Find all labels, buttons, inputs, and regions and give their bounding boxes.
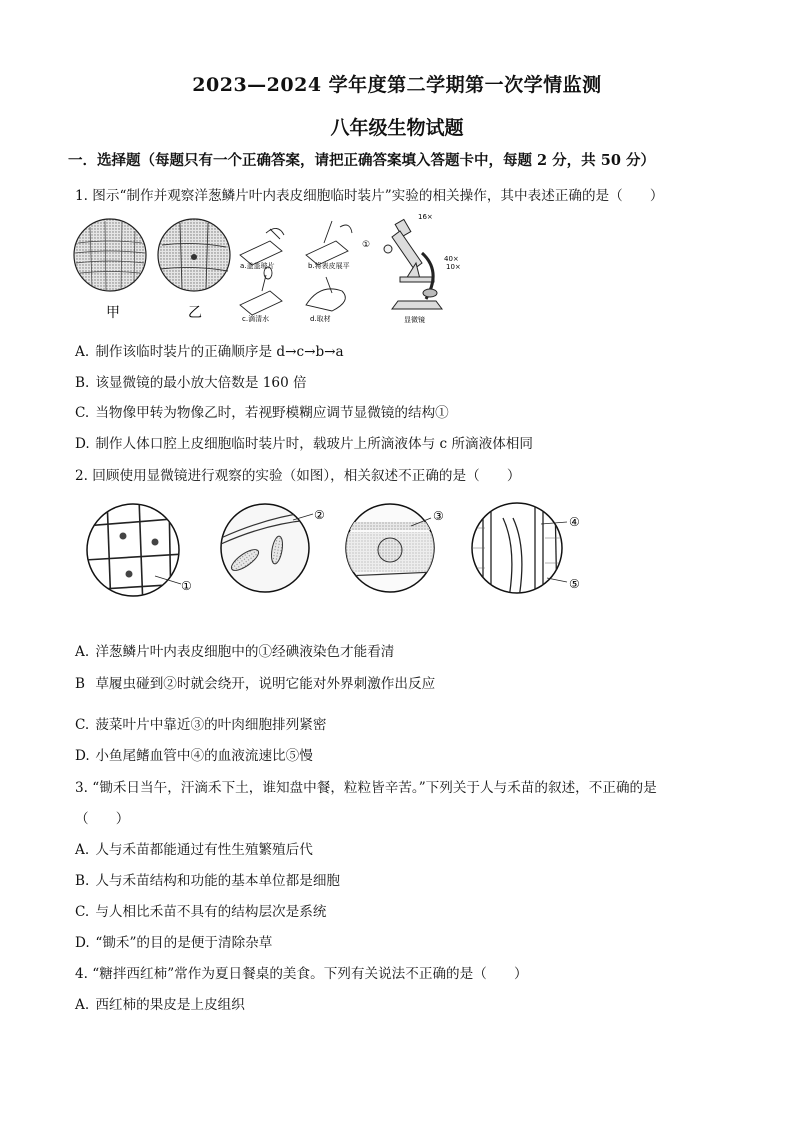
option-text: 与人相比禾苗不具有的结构层次是系统 xyxy=(95,904,327,920)
view-label-jia: 甲 xyxy=(106,305,120,321)
option-key: A. xyxy=(75,644,90,660)
option-key: B. xyxy=(75,375,90,391)
marker-5: ⑤ xyxy=(569,577,580,591)
option-key: D. xyxy=(75,436,90,452)
exam-subtitle: 八年级生物试题 xyxy=(330,117,464,139)
option-key: C. xyxy=(75,904,90,920)
fish-tail-view xyxy=(465,498,567,608)
option-text: 菠菜叶片中靠近③的叶肉细胞排列紧密 xyxy=(95,717,327,733)
marker-4: ④ xyxy=(569,515,580,529)
paramecium-view xyxy=(221,504,313,592)
view-yi-image xyxy=(158,219,230,291)
question-2-figure xyxy=(85,498,605,610)
section-heading: 一．选择题（每题只有一个正确答案，请把正确答案填入答题卡中，每题 2 分，共 50 分） xyxy=(68,152,655,169)
option-key: A. xyxy=(75,997,90,1013)
question-1-figure xyxy=(70,213,470,325)
option-text: 制作该临时装片的正确顺序是 d→c→b→a xyxy=(95,344,344,360)
q2-option-d[interactable] xyxy=(75,744,313,764)
option-text: 草履虫碰到②时就会绕开，说明它能对外界刺激作出反应 xyxy=(95,676,436,692)
question-4-stem: 4. “糖拌西红柿”常作为夏日餐桌的美食。下列有关说法不正确的是（ ） xyxy=(75,966,528,982)
lens-label-16x: 16× xyxy=(418,213,433,221)
leaf-section-view xyxy=(345,504,435,592)
q1-option-a[interactable] xyxy=(75,340,344,360)
option-key: A. xyxy=(75,842,90,858)
q1-option-d[interactable] xyxy=(75,432,533,452)
option-key: B. xyxy=(75,873,90,889)
lens-label-10x: 10× xyxy=(446,263,461,271)
q4-option-a[interactable] xyxy=(75,993,245,1013)
q1-option-b[interactable] xyxy=(75,371,307,391)
option-text: 制作人体口腔上皮细胞临时装片时，载玻片上所滴液体与 c 所滴液体相同 xyxy=(95,436,533,452)
option-key: B xyxy=(75,676,85,692)
option-key: C. xyxy=(75,405,90,421)
marker-1: ① xyxy=(362,240,371,250)
marker-2: ② xyxy=(314,508,325,522)
q3-option-a[interactable] xyxy=(75,838,313,858)
question-1-stem: 1. 图示“制作并观察洋葱鳞片叶内表皮细胞临时装片”实验的相关操作，其中表述正确的是（ ） xyxy=(75,188,664,204)
option-text: 该显微镜的最小放大倍数是 160 倍 xyxy=(95,375,307,391)
view-jia-image xyxy=(74,219,146,291)
step-d-drawing xyxy=(306,277,345,311)
step-d-label: d.取材 xyxy=(310,315,331,323)
onion-cells-view xyxy=(85,498,185,608)
question-3-stem-cont: （ ） xyxy=(75,811,130,827)
q3-option-b[interactable] xyxy=(75,869,340,889)
question-3-stem: 3. “锄禾日当午，汗滴禾下土，谁知盘中餐，粒粒皆辛苦。”下列关于人与禾苗的叙述，不正确的是 xyxy=(75,780,657,796)
q2-option-c[interactable] xyxy=(75,713,326,733)
marker-1: ① xyxy=(181,579,192,593)
q2-option-b[interactable] xyxy=(75,672,435,692)
q2-option-a[interactable] xyxy=(75,640,394,660)
option-text: 人与禾苗都能通过有性生殖繁殖后代 xyxy=(95,842,313,858)
option-key: A. xyxy=(75,344,90,360)
option-text: 当物像甲转为物像乙时，若视野模糊应调节显微镜的结构① xyxy=(95,405,449,421)
view-label-yi: 乙 xyxy=(188,305,202,321)
question-2-stem: 2. 回顾使用显微镜进行观察的实验（如图），相关叙述不正确的是（ ） xyxy=(75,468,521,484)
step-b-label: b.将表皮展平 xyxy=(308,262,350,270)
step-c-label: c.滴清水 xyxy=(242,315,270,323)
q1-option-c[interactable] xyxy=(75,401,449,421)
step-a-label: a.盖盖玻片 xyxy=(240,262,275,270)
option-key: C. xyxy=(75,717,90,733)
microscope-label: 显微镜 xyxy=(404,316,425,324)
step-b-drawing xyxy=(306,221,352,265)
option-key: D. xyxy=(75,748,90,764)
marker-3: ③ xyxy=(433,509,444,523)
option-key: D. xyxy=(75,935,90,951)
option-text: “锄禾”的目的是便于清除杂草 xyxy=(95,935,273,951)
option-text: 人与禾苗结构和功能的基本单位都是细胞 xyxy=(95,873,341,889)
q3-option-c[interactable] xyxy=(75,900,326,920)
lens-label-40x: 40× xyxy=(444,255,459,263)
option-text: 洋葱鳞片叶内表皮细胞中的①经碘液染色才能看清 xyxy=(95,644,395,660)
option-text: 西红柿的果皮是上皮组织 xyxy=(95,997,245,1013)
step-a-drawing xyxy=(240,228,284,265)
option-text: 小鱼尾鳍血管中④的血液流速比⑤慢 xyxy=(95,748,313,764)
exam-title: 2023—2024 学年度第二学期第一次学情监测 xyxy=(192,74,602,96)
q3-option-d[interactable] xyxy=(75,931,272,951)
microscope-drawing xyxy=(384,219,442,309)
step-c-drawing xyxy=(240,267,282,315)
